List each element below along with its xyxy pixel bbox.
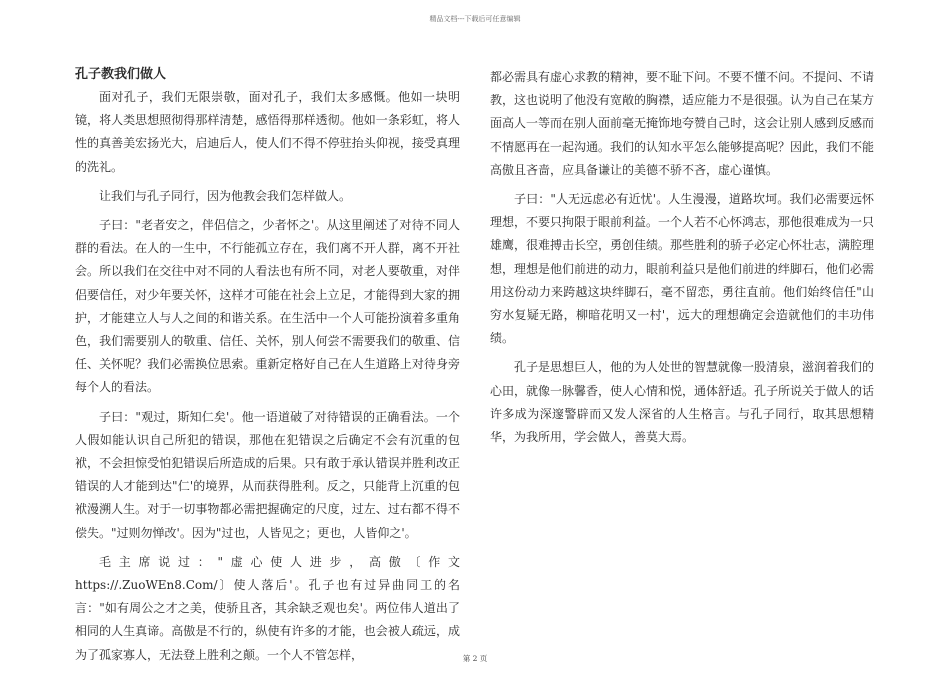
paragraph: 孔子是思想巨人，他的为人处世的智慧就像一股清泉，滋润着我们的心田，就像一脉馨香，使人心情和悦，通体舒适。孔子所说关于做人的话许多成为深邃警辟而又发人深省的人生格言。与孔子同行，取其思想精华，为我所用，学会做人，善莫大焉。 (490, 360, 875, 445)
page-number: 第 2 页 (462, 654, 488, 663)
right-column (490, 66, 874, 455)
header-note: 精品文档---下载后可任意编辑 (429, 15, 521, 23)
paragraph: 面对孔子，我们无限崇敬，面对孔子，我们太多感慨。他如一块明镜，将人类思想照彻得那样清楚，感悟得那样透彻。他如一条彩虹，将人性的真善美宏扬光大，启迪后人，使人们不得不停驻抬头仰视，接受真理的洗礼。 (75, 90, 460, 174)
left-column (75, 64, 460, 673)
paragraph: 子曰："老者安之，伴侣信之，少者怀之'。从这里阐述了对待不同人群的看法。在人的一生中，不行能孤立存在，我们离不开人群，离不开社会。所以我们在交往中对不同的人看法也有所不同，对老人要敬重，对伴侣要信任，对少年要关怀，这样才可能在社会上立足，才能得到大家的拥护，才能建立人与人之间的和谐关系。在生活中一个人可能扮演着多重角色，我们需要别人的敬重、信任、关怀，别人何尝不需要我们的敬重、信任、关怀呢？我们必需换位思索。重新定格好自己在人生道路上对待身旁每个人的看法。 (75, 218, 460, 395)
paragraph: 让我们与孔子同行，因为他教会我们怎样做人。 (99, 188, 352, 203)
paragraph: 毛主席说过："虚心使人进步，高傲〔作文https://.ZuoWEn8.Com/〕使人落后'。孔子也有过异曲同工的名言："如有周公之才之美，使骄且吝，其余缺乏观也矣'。两位伟人道出了相同的人生真谛。高傲是不行的，纵使有许多的才能，也会被人疏远，成为了孤家寡人，无法登上胜利之颠。一个人不管怎样， (75, 554, 460, 662)
paragraph: 子曰："观过，斯知仁矣'。他一语道破了对待错误的正确看法。一个人假如能认识自己所犯的错误，那他在犯错误之后确定不会有沉重的包袱，不会担惊受怕犯错误后所造成的后果。只有敢于承认错误并胜利改正错误的人才能到达"仁'的境界，从而获得胜利。反之，只能背上沉重的包袱漫溯人生。对于一切事物都必需把握确定的尺度，过左、过右都不得不偿失。"过则勿惮改'。因为"过也，人皆见之；更也，人皆仰之'。 (75, 409, 460, 540)
article-title: 孔子教我们做人 (75, 67, 167, 82)
paragraph-continuation: 都必需具有虚心求教的精神，要不耻下问。不要不懂不问。不提问、不请教，这也说明了他没有宽敞的胸襟，适应能力不是很强。认为自己在某方面高人一等而在别人面前毫无掩饰地夸赞自己时，这会让别人感到反感而不情愿再在一起沟通。我们的认知水平怎么能够提高呢？因此，我们不能高傲且吝啬，应具备谦让的美德不骄不吝，虚心谨慎。 (490, 70, 875, 177)
paragraph: 子曰："人无远虑必有近忧'。人生漫漫，道路坎坷。我们必需要远怀理想，不要只拘限于眼前利益。一个人若不心怀鸿志，那他很难成为一只雄鹰，很难搏击长空，勇创佳绩。那些胜利的骄子必定心怀壮志，满腔理想，理想是他们前进的动力，眼前利益只是他们前进的绊脚石，他们必需用这份动力来跨越这块绊脚石，毫不留恋，勇往直前。他们始终信任"山穷水复疑无路，柳暗花明又一村'，远大的理想确定会造就他们的丰功伟绩。 (490, 192, 875, 346)
